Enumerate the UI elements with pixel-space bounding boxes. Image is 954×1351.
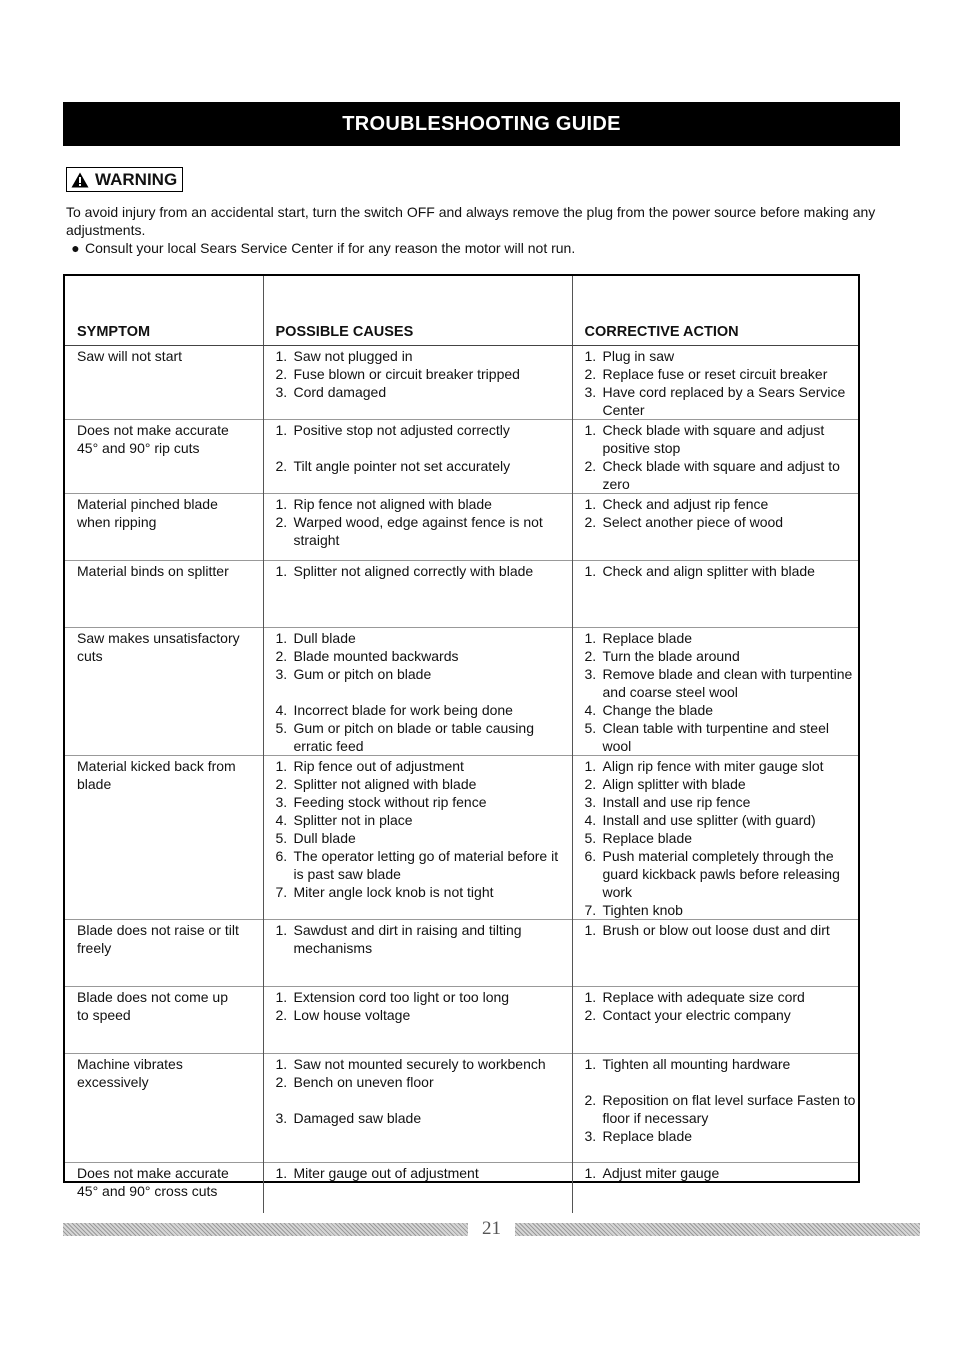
item-number: 1. [275, 563, 288, 579]
item-list [585, 757, 857, 919]
list-item [585, 1006, 857, 1024]
item-text: Miter gauge out of adjustment [293, 1165, 479, 1181]
symptom-cell: Saw makes unsatisfactory cuts [65, 628, 263, 756]
table-header-row [65, 276, 858, 346]
action-cell [572, 1054, 858, 1163]
item-text: Warped wood, edge against fence is not straight [293, 514, 543, 548]
list-item [585, 383, 857, 419]
item-text: Brush or blow out loose dust and dirt [602, 922, 830, 938]
action-cell [572, 494, 858, 561]
item-text: Have cord replaced by a Sears Service Center [602, 384, 846, 418]
item-text: Align rip fence with miter gauge slot [602, 758, 824, 774]
causes-cell [263, 1054, 572, 1163]
item-text: Check blade with square and adjust to zero [602, 458, 840, 492]
item-text: Bench on uneven floor [293, 1074, 434, 1090]
item-text: Saw not mounted securely to workbench [293, 1056, 546, 1072]
item-number: 1. [584, 496, 597, 512]
item-text: Positive stop not adjusted correctly [293, 422, 510, 438]
item-number: 1. [584, 630, 597, 646]
item-text: Cord damaged [293, 384, 387, 400]
list-item [585, 562, 857, 580]
list-item [585, 988, 857, 1006]
item-number: 2. [584, 458, 597, 474]
item-text: Feeding stock without rip fence [293, 794, 487, 810]
list-item [276, 811, 570, 829]
item-text: Turn the blade around [602, 648, 740, 664]
item-number: 1. [584, 1165, 597, 1181]
item-list [276, 988, 570, 1024]
item-number: 7. [275, 884, 288, 900]
item-text: Dull blade [293, 630, 356, 646]
item-list [585, 629, 857, 755]
list-item [276, 1073, 570, 1091]
item-text: Remove blade and clean with turpentine and coarse steel wool [602, 666, 853, 700]
item-list [276, 757, 570, 901]
item-text: Select another piece of wood [602, 514, 784, 530]
item-text [603, 1073, 857, 1091]
list-item [585, 1073, 857, 1091]
table-row [65, 920, 858, 987]
warning-text-block [66, 203, 896, 257]
item-number: 1. [584, 922, 597, 938]
item-text: Change the blade [602, 702, 714, 718]
item-text: Replace blade [602, 830, 693, 846]
item-list [585, 921, 857, 939]
action-cell [572, 420, 858, 494]
item-number: 7. [584, 902, 597, 918]
causes-cell [263, 561, 572, 628]
list-item [585, 457, 857, 493]
list-item [585, 901, 857, 919]
item-list [276, 629, 570, 755]
item-number: 4. [584, 812, 597, 828]
list-item [585, 757, 857, 775]
item-number: 2. [275, 648, 288, 664]
item-number [585, 1073, 603, 1091]
list-item [276, 495, 570, 513]
action-cell [572, 628, 858, 756]
item-text [294, 1091, 570, 1109]
item-text: Saw not plugged in [293, 348, 413, 364]
item-list [276, 1164, 570, 1182]
list-item [585, 847, 857, 901]
item-text: Splitter not aligned with blade [293, 776, 477, 792]
item-text: Push material completely through the guard kickback pawls before releasing work [602, 848, 840, 900]
item-number: 2. [275, 776, 288, 792]
list-item [585, 1091, 857, 1127]
warning-bullet [66, 239, 896, 257]
item-number: 2. [584, 776, 597, 792]
list-item [276, 701, 570, 719]
item-text: Incorrect blade for work being done [293, 702, 513, 718]
item-text: Tighten all mounting hardware [602, 1056, 791, 1072]
table-row [65, 756, 858, 920]
list-item [276, 988, 570, 1006]
troubleshooting-table [63, 274, 860, 1199]
list-item [276, 921, 570, 957]
item-number: 5. [275, 720, 288, 736]
causes-cell [263, 346, 572, 420]
item-number: 4. [275, 702, 288, 718]
list-item [276, 683, 570, 701]
page-footer [63, 1218, 920, 1240]
list-item [585, 495, 857, 513]
item-list [276, 1055, 570, 1127]
item-list [585, 988, 857, 1024]
item-number: 1. [275, 922, 288, 938]
item-list [276, 347, 570, 401]
list-item [585, 829, 857, 847]
causes-cell [263, 494, 572, 561]
item-number: 1. [275, 348, 288, 364]
item-number: 2. [275, 458, 288, 474]
table-row [65, 1054, 858, 1163]
action-cell [572, 346, 858, 420]
item-number: 1. [275, 422, 288, 438]
table-row [65, 628, 858, 756]
item-text: Plug in saw [602, 348, 675, 364]
list-item [585, 701, 857, 719]
item-text [294, 439, 570, 457]
item-text: Blade mounted backwards [293, 648, 459, 664]
symptom-cell: Does not make accurate 45° and 90° rip cuts [65, 420, 263, 494]
item-list [585, 1164, 857, 1182]
item-text: Rip fence not aligned with blade [293, 496, 492, 512]
column-header-causes: POSSIBLE CAUSES [263, 276, 572, 346]
item-number: 3. [584, 384, 597, 400]
item-text: Fuse blown or circuit breaker tripped [293, 366, 520, 382]
list-item [276, 647, 570, 665]
item-number [276, 683, 294, 701]
list-item [585, 793, 857, 811]
list-item [276, 513, 570, 549]
list-item [276, 1091, 570, 1109]
item-number: 2. [275, 514, 288, 530]
item-text: Install and use splitter (with guard) [602, 812, 816, 828]
item-number: 2. [584, 1092, 597, 1108]
item-text: Sawdust and dirt in raising and tilting mechanisms [293, 922, 522, 956]
item-text [294, 683, 570, 701]
item-text: The operator letting go of material before it is past saw blade [293, 848, 559, 882]
item-text: Check and adjust rip fence [602, 496, 769, 512]
item-number: 4. [275, 812, 288, 828]
list-item [276, 665, 570, 683]
symptom-cell: Material kicked back from blade [65, 756, 263, 920]
item-text: Splitter not aligned correctly with blade [293, 563, 534, 579]
item-list [276, 562, 570, 580]
page-number: 21 [482, 1218, 501, 1239]
item-text: Gum or pitch on blade or table causing erratic feed [293, 720, 534, 754]
item-text: Check and align splitter with blade [602, 563, 815, 579]
warning-bullet-text: Consult your local Sears Service Center if for any reason the motor will not run. [85, 240, 576, 256]
list-item [276, 719, 570, 755]
list-item [585, 1055, 857, 1073]
list-item [276, 883, 570, 901]
warning-label-text: WARNING [95, 169, 178, 189]
item-number: 3. [584, 1128, 597, 1144]
list-item [276, 757, 570, 775]
list-item [276, 421, 570, 439]
symptom-cell: Machine vibrates excessively [65, 1054, 263, 1163]
table-row [65, 420, 858, 494]
item-number: 2. [584, 1007, 597, 1023]
item-number: 1. [584, 1056, 597, 1072]
list-item [585, 513, 857, 531]
item-number: 2. [584, 366, 597, 382]
item-text: Replace fuse or reset circuit breaker [602, 366, 828, 382]
item-text: Install and use rip fence [602, 794, 751, 810]
item-text: Rip fence out of adjustment [293, 758, 464, 774]
list-item [276, 1109, 570, 1127]
page-title [63, 102, 900, 146]
item-number: 1. [275, 1165, 288, 1181]
item-text: Tilt angle pointer not set accurately [293, 458, 511, 474]
causes-cell [263, 1163, 572, 1213]
item-list [585, 1055, 857, 1145]
list-item [585, 647, 857, 665]
list-item [276, 457, 570, 475]
item-number: 5. [584, 830, 597, 846]
item-list [585, 347, 857, 419]
item-number: 1. [275, 1056, 288, 1072]
item-list [585, 562, 857, 580]
action-cell [572, 920, 858, 987]
item-number [276, 1091, 294, 1109]
item-text: Align splitter with blade [602, 776, 746, 792]
footer-rule-left [63, 1223, 468, 1236]
item-text: Adjust miter gauge [602, 1165, 720, 1181]
item-number: 3. [275, 666, 288, 682]
item-number: 1. [275, 989, 288, 1005]
item-text: Reposition on flat level surface Fasten to floor if necessary [602, 1092, 856, 1126]
item-number: 1. [584, 989, 597, 1005]
item-text: Replace blade [602, 630, 693, 646]
item-text: Clean table with turpentine and steel wool [602, 720, 829, 754]
warning-triangle-icon [71, 172, 89, 188]
item-text: Splitter not in place [293, 812, 413, 828]
symptom-cell: Does not make accurate 45° and 90° cross cuts [65, 1163, 263, 1213]
item-list [585, 495, 857, 531]
item-number: 2. [584, 648, 597, 664]
symptom-cell: Blade does not raise or tilt freely [65, 920, 263, 987]
list-item [276, 793, 570, 811]
item-number: 1. [584, 563, 597, 579]
column-header-action: CORRECTIVE ACTION [572, 276, 858, 346]
item-text: Damaged saw blade [293, 1110, 422, 1126]
item-number: 4. [584, 702, 597, 718]
list-item [276, 829, 570, 847]
item-number: 3. [584, 666, 597, 682]
list-item [276, 775, 570, 793]
item-list [585, 421, 857, 493]
item-number [276, 439, 294, 457]
list-item [276, 347, 570, 365]
list-item [276, 562, 570, 580]
item-number: 5. [275, 830, 288, 846]
item-text: Extension cord too light or too long [293, 989, 510, 1005]
item-text: Low house voltage [293, 1007, 411, 1023]
list-item [276, 1164, 570, 1182]
item-text: Check blade with square and adjust positive stop [602, 422, 825, 456]
list-item [585, 719, 857, 755]
list-item [585, 775, 857, 793]
list-item [276, 1006, 570, 1024]
list-item [585, 665, 857, 701]
table-row [65, 1163, 858, 1213]
list-item [585, 1127, 857, 1145]
item-text: Dull blade [293, 830, 356, 846]
list-item [585, 365, 857, 383]
symptom-cell: Saw will not start [65, 346, 263, 420]
causes-cell [263, 920, 572, 987]
list-item [585, 347, 857, 365]
item-number: 3. [275, 1110, 288, 1126]
item-number: 2. [275, 1007, 288, 1023]
list-item [585, 811, 857, 829]
item-text: Miter angle lock knob is not tight [293, 884, 494, 900]
item-number: 2. [275, 1074, 288, 1090]
item-number: 1. [584, 422, 597, 438]
item-number: 5. [584, 720, 597, 736]
item-number: 1. [275, 758, 288, 774]
item-number: 1. [275, 630, 288, 646]
list-item [276, 1055, 570, 1073]
item-number: 2. [275, 366, 288, 382]
causes-cell [263, 987, 572, 1054]
action-cell [572, 756, 858, 920]
list-item [585, 1164, 857, 1182]
list-item [585, 421, 857, 457]
item-number: 2. [584, 514, 597, 530]
list-item [276, 383, 570, 401]
item-number: 6. [275, 848, 288, 864]
item-number: 6. [584, 848, 597, 864]
page-title-text: TROUBLESHOOTING GUIDE [342, 112, 621, 135]
action-cell [572, 987, 858, 1054]
list-item [585, 629, 857, 647]
action-cell [572, 561, 858, 628]
item-text: Replace blade [602, 1128, 693, 1144]
action-cell [572, 1163, 858, 1213]
causes-cell [263, 628, 572, 756]
symptom-cell: Blade does not come up to speed [65, 987, 263, 1054]
symptom-cell: Material binds on splitter [65, 561, 263, 628]
causes-cell [263, 420, 572, 494]
list-item [276, 439, 570, 457]
list-item [276, 365, 570, 383]
warning-label [66, 167, 183, 192]
list-item [276, 847, 570, 883]
table-row [65, 346, 858, 420]
item-number: 3. [275, 384, 288, 400]
list-item [276, 629, 570, 647]
table-row [65, 987, 858, 1054]
item-number: 1. [584, 758, 597, 774]
item-number: 3. [275, 794, 288, 810]
symptom-cell: Material pinched blade when ripping [65, 494, 263, 561]
item-text: Replace with adequate size cord [602, 989, 805, 1005]
item-text: Gum or pitch on blade [293, 666, 432, 682]
table-row [65, 561, 858, 628]
item-list [276, 421, 570, 475]
item-text: Contact your electric company [602, 1007, 791, 1023]
item-list [276, 495, 570, 549]
list-item [585, 921, 857, 939]
column-header-symptom: SYMPTOM [65, 276, 263, 346]
item-number: 1. [584, 348, 597, 364]
warning-paragraph: To avoid injury from an accidental start, turn the switch OFF and always remove the plug from the power source before making any adjustments. [66, 204, 876, 238]
table-row [65, 494, 858, 561]
item-list [276, 921, 570, 957]
footer-rule-right [515, 1223, 920, 1236]
item-text: Tighten knob [602, 902, 683, 918]
bullet-dot: ● [71, 240, 80, 256]
item-number: 1. [275, 496, 288, 512]
causes-cell [263, 756, 572, 920]
item-number: 3. [584, 794, 597, 810]
